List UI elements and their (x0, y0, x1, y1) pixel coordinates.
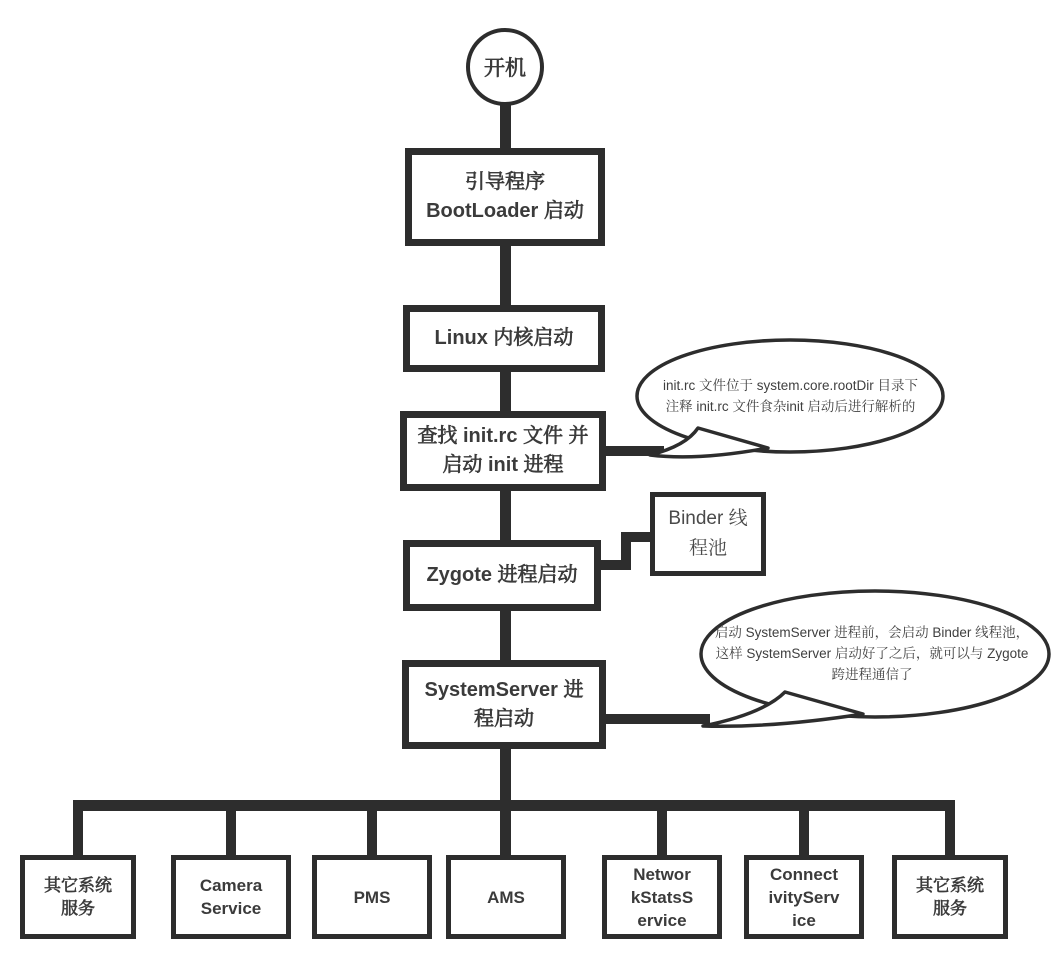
connector-start-bootloader (500, 103, 511, 150)
binder-pool-box (650, 492, 766, 576)
service-box-other-system-2 (892, 855, 1008, 939)
linux-kernel-label: Linux 内核启动 (434, 327, 574, 349)
system-server-callout-line-2: 这样 SystemServer 启动好了之后，就可以与 Zygote (715, 646, 1029, 661)
start-node (466, 28, 544, 106)
service-box-ams (446, 855, 566, 939)
zygote-box (403, 540, 601, 611)
bootloader-label: 引导程序 (465, 171, 545, 193)
drop-service-6 (799, 809, 809, 856)
service-label: 其它系统 (916, 876, 984, 895)
system-server-callout-line-3: 跨进程通信了 (831, 667, 913, 682)
services-bus (73, 800, 955, 811)
service-label: Connect (770, 864, 838, 884)
start-label: 开机 (484, 57, 526, 80)
init-rc-callout-text (648, 375, 933, 417)
linux-kernel-box (403, 305, 605, 372)
drop-service-4 (500, 809, 511, 856)
zygote-label: Zygote 进程启动 (426, 564, 578, 586)
connector-initrc-zygote (500, 489, 511, 542)
drop-service-2 (226, 809, 236, 856)
service-box-pms (312, 855, 432, 939)
service-box-other-system-1 (20, 855, 136, 939)
binder-pool-label: Binder 线 (668, 508, 748, 529)
init-rc-label: 查找 init.rc 文件 并 (417, 425, 589, 447)
init-rc-box (400, 411, 606, 491)
service-label: PMS (353, 887, 391, 907)
service-label: 其它系统 (44, 876, 112, 895)
service-label: Networ (633, 864, 691, 884)
system-server-callout-line: 启动 SystemServer 进程前，会启动 Binder 线程池， (714, 625, 1030, 640)
bootloader-box (405, 148, 605, 246)
connector-zygote-binder-h2 (621, 532, 652, 542)
init-rc-label-2: 启动 init 进程 (442, 454, 564, 476)
drop-service-5 (657, 809, 667, 856)
service-label: Service (200, 899, 262, 918)
service-label: ervice (637, 910, 687, 930)
init-rc-callout-line-2: 注释 init.rc 文件食杂init 启动后进行解析的 (665, 399, 916, 414)
init-rc-callout-line: init.rc 文件位于 system.core.rootDir 目录下 (662, 378, 919, 393)
system-server-label-2: 程启动 (474, 707, 534, 730)
service-label: ivityServ (768, 887, 840, 907)
connector-zygote-systemserver (500, 609, 511, 662)
binder-pool-label-2: 程池 (688, 538, 727, 559)
connector-bootloader-linux (500, 244, 511, 307)
service-box-connectivityservice (744, 855, 864, 939)
system-server-label: SystemServer 进 (424, 678, 584, 701)
bootloader-label-2: BootLoader 启动 (426, 200, 584, 222)
service-box-camera-service (171, 855, 291, 939)
service-label: ice (792, 910, 816, 930)
system-server-callout-text (702, 622, 1042, 685)
connector-linux-initrc (500, 370, 511, 413)
drop-service-3 (367, 809, 377, 856)
drop-service-1 (73, 809, 83, 856)
service-label: Camera (199, 876, 263, 895)
drop-service-7 (945, 809, 955, 856)
service-label: AMS (487, 887, 525, 907)
service-label: 服务 (933, 899, 967, 918)
system-server-box (402, 660, 606, 749)
service-label: 服务 (61, 899, 95, 918)
service-box-networkstatsservice (602, 855, 722, 939)
service-label: kStatsS (630, 887, 694, 907)
